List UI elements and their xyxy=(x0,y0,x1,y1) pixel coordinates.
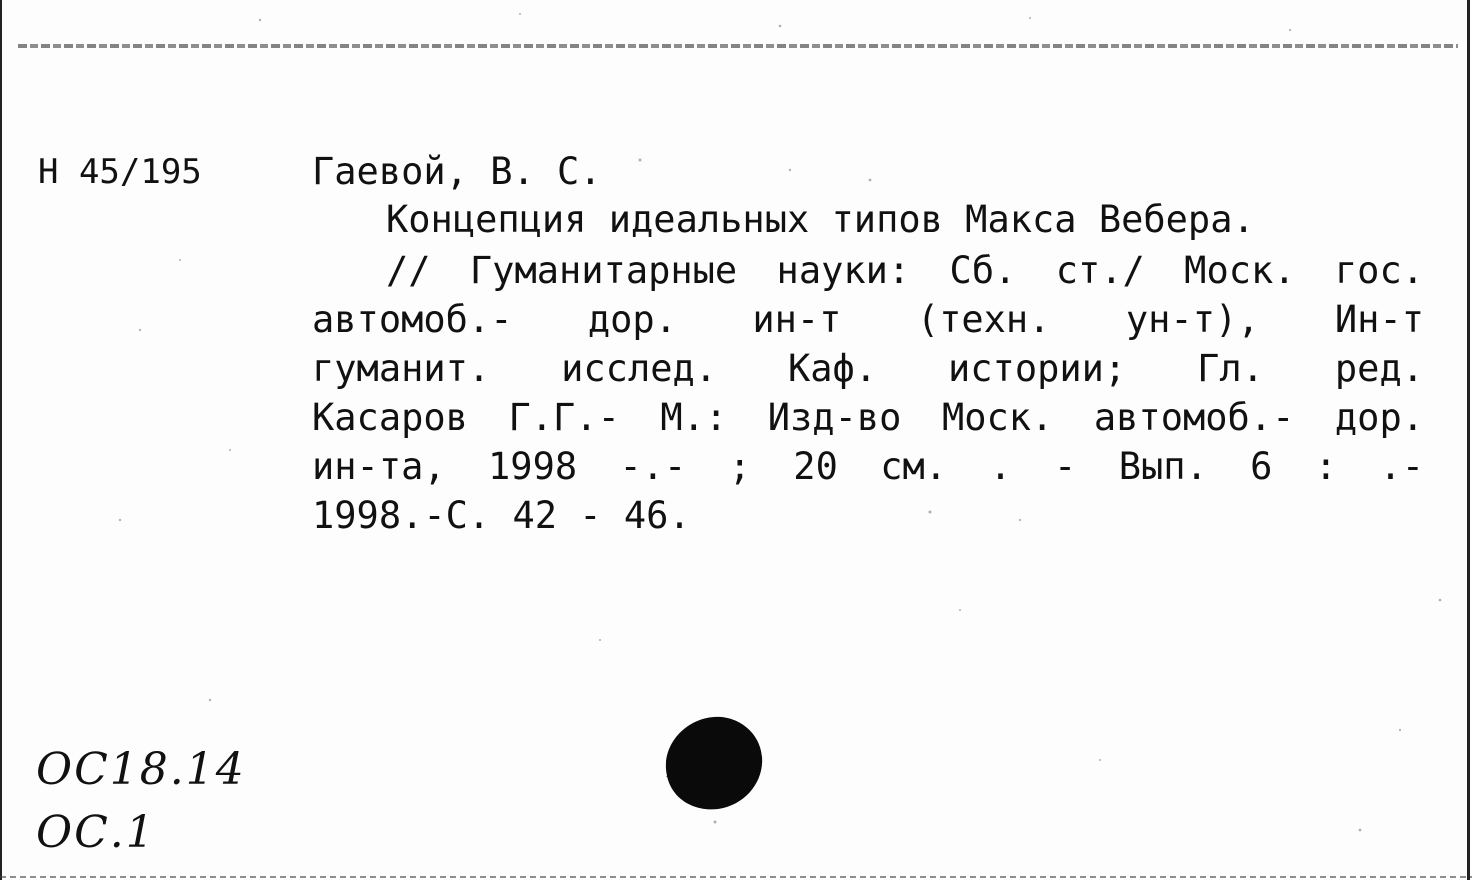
author-heading: Гаевой, В. С. xyxy=(312,150,602,193)
description-line: 1998.-С. 42 - 46. xyxy=(312,494,691,537)
card-left-edge xyxy=(0,0,2,880)
description-line: ин-та, 1998 -.- ; 20 см. . - Вып. 6 : .- xyxy=(312,445,1424,488)
handwritten-note: ОС.1 xyxy=(36,807,156,858)
bottom-rule xyxy=(0,876,1472,878)
description-line: // Гуманитарные науки: Сб. ст./ Моск. гос. xyxy=(386,249,1424,292)
description-line: автомоб.- дор. ин-т (техн. ун-т), Ин-т xyxy=(312,298,1424,341)
bibliographic-description xyxy=(312,246,1424,540)
card-right-edge xyxy=(1467,0,1470,880)
punch-hole xyxy=(664,715,764,811)
shelfmark: Н 45/195 xyxy=(38,152,202,192)
top-rule xyxy=(18,44,1458,48)
description-line: гуманит. исслед. Каф. истории; Гл. ред. xyxy=(312,347,1424,390)
handwritten-note: ОС18.14 xyxy=(36,744,246,795)
work-title: Концепция идеальных типов Макса Вебера. xyxy=(386,198,1255,241)
description-line: Касаров Г.Г.- М.: Изд-во Моск. автомоб.- дор. xyxy=(312,396,1424,439)
